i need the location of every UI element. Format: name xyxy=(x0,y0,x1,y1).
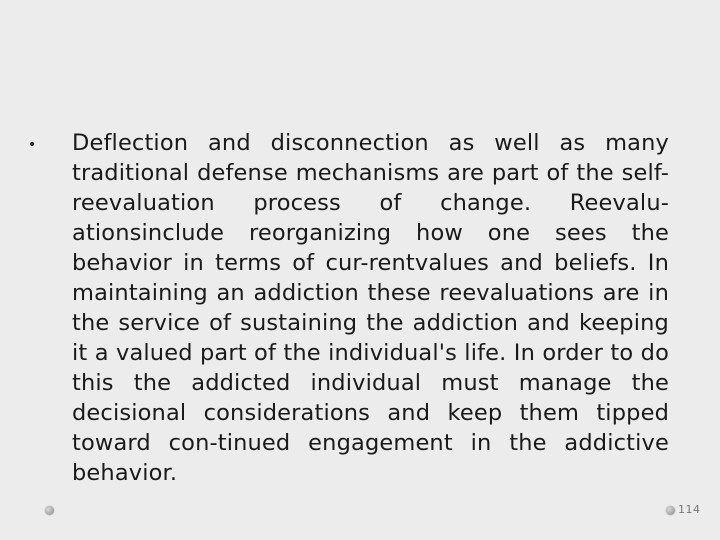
footer-dot-right-icon xyxy=(666,506,675,515)
bullet-text: Deflection and disconnection as well as many traditional defense mechanisms are part of the self-reevaluation process of change. Reevalu-ationsinclude reorganizing how one sees the behavior in terms of cur-rentvalues and beliefs. In maintaining an addiction these reevaluations are in the service of sustaining the addiction and keeping it a valued part of the individual's life. In order to do this the addicted individual must manage the decisional considerations and keep them tipped toward con-tinued engagement in the addictive behavior. xyxy=(72,130,669,486)
slide-number: 114 xyxy=(678,503,701,516)
bullet-icon: • xyxy=(28,137,37,153)
footer-dot-left-icon xyxy=(45,506,54,515)
